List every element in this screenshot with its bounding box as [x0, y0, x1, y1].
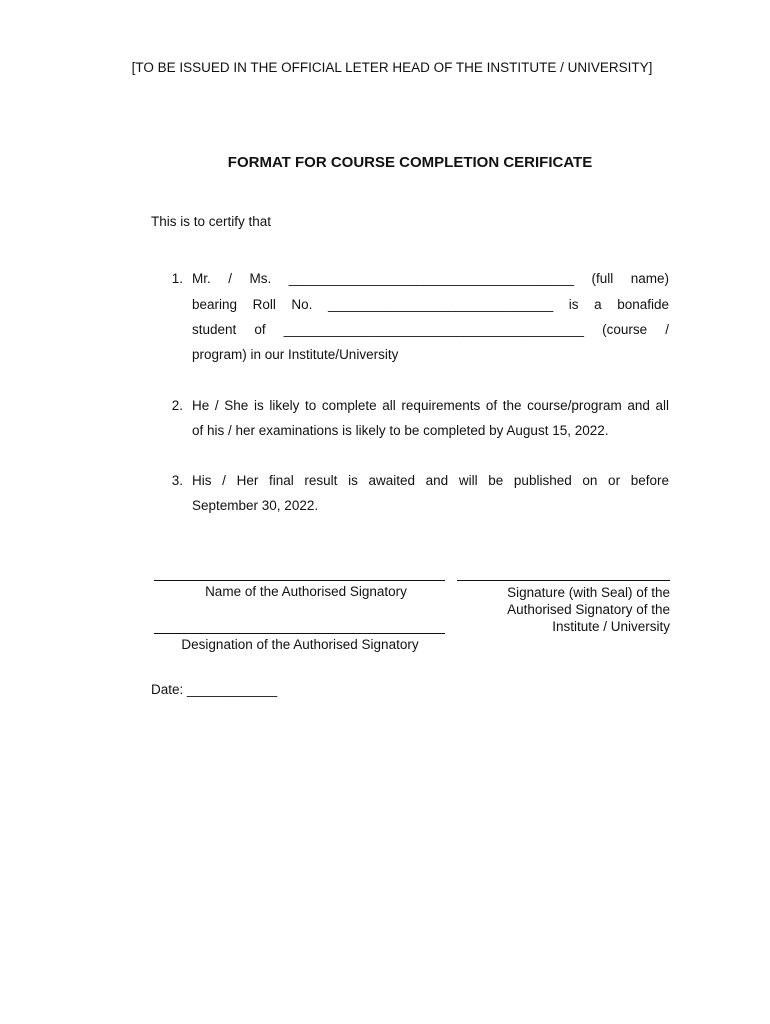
signature-label-line-3: Institute / University — [552, 619, 670, 634]
item-3-number: 3. — [171, 473, 183, 488]
signature-seal-label — [420, 584, 670, 635]
item-3-line-2: September 30, 2022. — [192, 498, 319, 513]
item-1-line-1: Mr. / Ms. ______________________________________ (full name) — [192, 271, 669, 286]
date-field: Date: ____________ — [151, 682, 278, 697]
item-3-line-1: His / Her final result is awaited and will be published on or before — [192, 473, 669, 488]
item-2-number: 2. — [171, 398, 183, 413]
designation-line — [154, 633, 445, 634]
signature-seal-line — [457, 580, 670, 581]
item-2-line-2: of his / her examinations is likely to be completed by August 15, 2022. — [192, 423, 609, 438]
name-signature-line — [154, 580, 445, 581]
item-1-line-2: bearing Roll No. ______________________________ is a bonafide — [192, 297, 669, 312]
designation-of-signatory-label: Designation of the Authorised Signatory — [181, 637, 419, 652]
item-1-line-4: program) in our Institute/University — [192, 347, 399, 362]
item-2-line-1: He / She is likely to complete all requirements of the course/program and all — [192, 398, 669, 413]
name-of-signatory-label: Name of the Authorised Signatory — [205, 584, 407, 599]
item-1-number: 1. — [171, 271, 183, 286]
letterhead-note: [TO BE ISSUED IN THE OFFICIAL LETER HEAD OF THE INSTITUTE / UNIVERSITY] — [131, 60, 653, 75]
intro-text: This is to certify that — [151, 214, 272, 229]
document-title: FORMAT FOR COURSE COMPLETION CERIFICATE — [227, 154, 593, 171]
signature-label-line-1: Signature (with Seal) of the — [507, 585, 670, 600]
item-1-line-3: student of ________________________________________ (course / — [192, 322, 669, 337]
signature-label-line-2: Authorised Signatory of the — [507, 602, 670, 617]
